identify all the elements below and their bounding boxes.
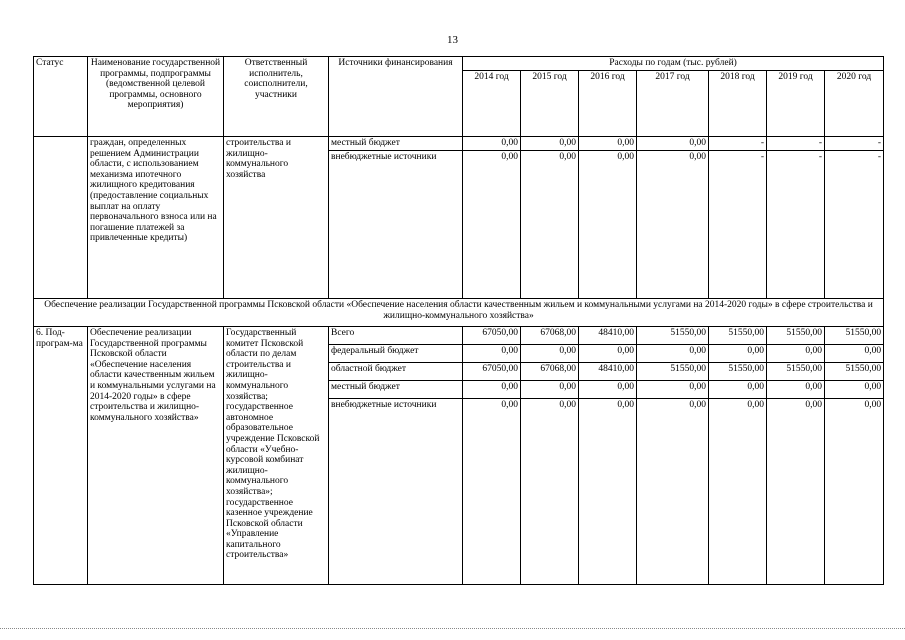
block2-value: 0,00	[637, 381, 709, 399]
section-title: Обеспечение реализации Государственной программы Псковской области «Обеспечение населения области качественным жильем и коммунальными услугами на 2014-2020 годы» в сфере строительства и жилищно-коммунального хозяйства»	[34, 299, 884, 327]
block1-value: 0,00	[463, 137, 521, 151]
header-year: 2014 год	[463, 71, 521, 137]
block2-value: 0,00	[521, 381, 579, 399]
block2-value: 51550,00	[637, 363, 709, 381]
block2-value: 51550,00	[709, 363, 767, 381]
page-number: 13	[447, 34, 458, 46]
block2-value: 0,00	[767, 381, 825, 399]
header-year: 2015 год	[521, 71, 579, 137]
header-status: Статус	[34, 57, 88, 137]
block1-value: -	[825, 151, 884, 299]
block2-value: 67068,00	[521, 363, 579, 381]
block1-value: 0,00	[463, 151, 521, 299]
block2-source: внебюджетные источники	[329, 399, 463, 585]
block2-value: 0,00	[521, 345, 579, 363]
block2-source: местный бюджет	[329, 381, 463, 399]
block2-value: 51550,00	[637, 327, 709, 345]
block2-value: 0,00	[709, 381, 767, 399]
block1-value: -	[767, 137, 825, 151]
block2-value: 0,00	[709, 399, 767, 585]
block2-value: 0,00	[825, 345, 884, 363]
block1-value: 0,00	[579, 151, 637, 299]
block1-name: граждан, определенных решением Администрации области, с использованием механизма ипотечного жилищного кредитования (предоставление социальных выплат на оплату первоначального взноса или на погашение платежей за привлеченные кредиты)	[88, 137, 224, 299]
block2-value: 0,00	[579, 345, 637, 363]
block2-value: 0,00	[767, 345, 825, 363]
block1-source: внебюджетные источники	[329, 151, 463, 299]
header-year: 2020 год	[825, 71, 884, 137]
block2-value: 67050,00	[463, 327, 521, 345]
block2-value: 51550,00	[709, 327, 767, 345]
header-executor: Ответственный исполнитель, соисполнители, участники	[224, 57, 329, 137]
block1-value: 0,00	[637, 151, 709, 299]
block2-value: 0,00	[463, 381, 521, 399]
block1-status	[34, 137, 88, 299]
block2-value: 0,00	[579, 381, 637, 399]
scan-edge-divider	[0, 628, 905, 629]
block2-value: 0,00	[825, 381, 884, 399]
block1-value: 0,00	[521, 137, 579, 151]
block1-value: -	[767, 151, 825, 299]
block2-value: 48410,00	[579, 327, 637, 345]
block1-executor: строительства и жилищно-коммунального хозяйства	[224, 137, 329, 299]
block2-source: областной бюджет	[329, 363, 463, 381]
block2-status: 6. Под-програм-ма	[34, 327, 88, 585]
block1-value: 0,00	[579, 137, 637, 151]
header-year: 2016 год	[579, 71, 637, 137]
header-year: 2018 год	[709, 71, 767, 137]
block2-value: 0,00	[637, 345, 709, 363]
block1-value: -	[709, 137, 767, 151]
block2-value: 67068,00	[521, 327, 579, 345]
block2-value: 0,00	[825, 399, 884, 585]
block2-value: 0,00	[579, 399, 637, 585]
header-year: 2019 год	[767, 71, 825, 137]
block2-value: 48410,00	[579, 363, 637, 381]
block2-value: 51550,00	[825, 327, 884, 345]
header-name: Наименование государственной программы, подпрограммы (ведомственной целевой программы, основного мероприятия)	[88, 57, 224, 137]
block1-value: 0,00	[637, 137, 709, 151]
block2-executor: Государственный комитет Псковской области по делам строительства и жилищно-коммунального хозяйства; государственное автономное образовательное учреждение Псковской области «Учебно-курсовой комбинат жилищно-коммунального хозяйства»; государственное казенное учреждение Псковской области «Управление капитального строительства»	[224, 327, 329, 585]
block2-value: 0,00	[709, 345, 767, 363]
block1-source: местный бюджет	[329, 137, 463, 151]
block1-value: -	[825, 137, 884, 151]
header-year: 2017 год	[637, 71, 709, 137]
block2-value: 0,00	[463, 345, 521, 363]
block2-value: 51550,00	[767, 327, 825, 345]
header-sources: Источники финансирования	[329, 57, 463, 137]
block2-value: 0,00	[521, 399, 579, 585]
block2-name: Обеспечение реализации Государственной программы Псковской области «Обеспечение населения области качественным жильем и коммунальными услугами на 2014-2020 годы» в сфере строительства и жилищно-коммунального хозяйства»	[88, 327, 224, 585]
block2-source: Всего	[329, 327, 463, 345]
block2-value: 51550,00	[825, 363, 884, 381]
budget-table	[33, 56, 884, 585]
header-expenses: Расходы по годам (тыс. рублей)	[463, 57, 884, 71]
block2-value: 0,00	[463, 399, 521, 585]
block2-value: 51550,00	[767, 363, 825, 381]
block1-value: -	[709, 151, 767, 299]
block1-value: 0,00	[521, 151, 579, 299]
block2-value: 0,00	[637, 399, 709, 585]
block2-value: 0,00	[767, 399, 825, 585]
block2-source: федеральный бюджет	[329, 345, 463, 363]
block2-value: 67050,00	[463, 363, 521, 381]
